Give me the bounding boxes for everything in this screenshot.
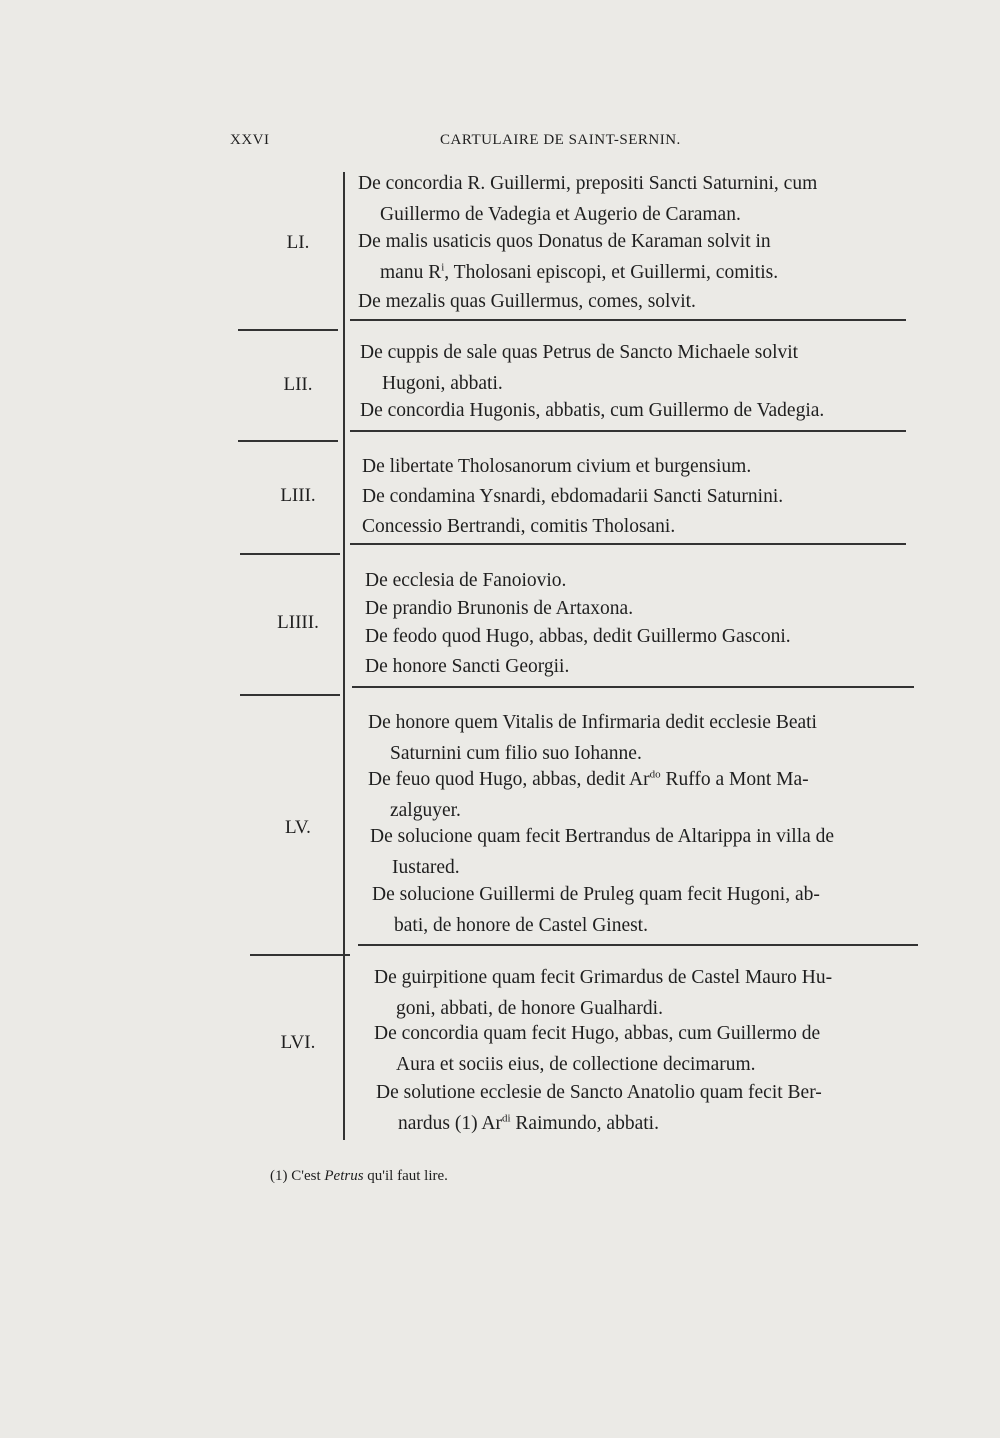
entry-continuation-part: nardus (1) Ar: [398, 1113, 502, 1134]
entry: [368, 707, 817, 769]
entry-text: De libertate Tholosanorum civium et burgensium.: [362, 456, 752, 477]
entry-text: De honore Sancti Georgii.: [365, 656, 570, 677]
column-rule: [343, 172, 345, 1140]
section-separator: [350, 543, 906, 545]
entry: [360, 395, 824, 426]
footnote: [270, 1168, 448, 1185]
section-separator: [352, 686, 914, 688]
entry: [365, 651, 569, 682]
entry-continuation-part: , Tholosani episcopi, et Guillermi, comitis.: [444, 262, 779, 283]
entry: [365, 593, 633, 624]
entry-text: De condamina Ysnardi, ebdomadarii Sancti Saturnini.: [362, 486, 784, 507]
entry-continuation-part: Raimundo, abbati.: [510, 1113, 659, 1134]
entry-text: De honore quem Vitalis de Infirmaria dedit ecclesie Beati: [368, 712, 817, 733]
entry-text: De guirpitione quam fecit Grimardus de Castel Mauro Hu-: [374, 967, 833, 988]
entry: [374, 1018, 820, 1080]
section-separator: [238, 329, 338, 331]
entry-text: De cuppis de sale quas Petrus de Sancto Michaele solvit: [360, 342, 799, 363]
page-number: XXVI: [230, 132, 270, 148]
footnote-text: qu'il faut lire.: [363, 1168, 448, 1184]
entry: [365, 565, 566, 596]
entry-continuation: Iustared.: [392, 857, 460, 878]
footnote-marker: (1) C'est: [270, 1168, 325, 1184]
entry-continuation-part: manu R: [380, 262, 442, 283]
entry-text: De prandio Brunonis de Artaxona.: [365, 598, 634, 619]
entry-text: De solucione Guillermi de Pruleg quam fecit Hugoni, ab-: [372, 884, 820, 905]
footnote-emphasis: Petrus: [324, 1168, 364, 1184]
section-separator: [240, 694, 340, 696]
entry: [365, 621, 791, 652]
entry-text: Concessio Bertrandi, comitis Tholosani.: [362, 516, 676, 537]
entry-continuation: [358, 257, 778, 288]
entry-continuation: Hugoni, abbati.: [382, 373, 503, 394]
entry-text: De ecclesia de Fanoiovio.: [365, 570, 567, 591]
entry: [362, 511, 675, 542]
section-numeral: LIII.: [280, 485, 316, 506]
entry-continuation: Guillermo de Vadegia et Augerio de Caraman.: [380, 204, 741, 225]
entry-text: De feodo quod Hugo, abbas, dedit Guillermo Gasconi.: [365, 626, 791, 647]
entry-text: De concordia R. Guillermi, prepositi Sancti Saturnini, cum: [358, 173, 818, 194]
entry: [358, 168, 817, 230]
section-separator: [240, 553, 340, 555]
section-numeral: LI.: [286, 232, 310, 253]
entry-text-part: De feuo quod Hugo, abbas, dedit Ar: [368, 769, 650, 790]
entry-continuation: Saturnini cum filio suo Iohanne.: [390, 743, 642, 764]
entry-text-part: Ruffo a Mont Ma-: [660, 769, 809, 790]
entry-continuation: goni, abbati, de honore Gualhardi.: [396, 998, 663, 1019]
entry-continuation: bati, de honore de Castel Ginest.: [394, 915, 648, 936]
running-head: CARTULAIRE DE SAINT-SERNIN.: [440, 132, 681, 148]
section-separator: [250, 954, 350, 956]
entry: [370, 821, 834, 883]
entry-text: De solutione ecclesie de Sancto Anatolio quam fecit Ber-: [376, 1082, 822, 1103]
section-numeral: LVI.: [280, 1032, 316, 1053]
section-separator: [238, 440, 338, 442]
entry-continuation: [376, 1108, 822, 1139]
entry: [372, 879, 820, 941]
superscript: i: [441, 261, 445, 274]
entry-text: De concordia quam fecit Hugo, abbas, cum Guillermo de: [374, 1023, 821, 1044]
entry: [362, 481, 783, 512]
entry-text: De mezalis quas Guillermus, comes, solvit.: [358, 291, 696, 312]
superscript: di: [501, 1112, 511, 1125]
entry: [376, 1077, 822, 1139]
section-numeral: LIIII.: [277, 612, 319, 633]
section-numeral: LII.: [283, 374, 313, 395]
superscript: do: [649, 768, 661, 781]
entry: [360, 337, 798, 399]
entry: [358, 286, 696, 317]
page-header: [230, 132, 910, 158]
entry: [368, 764, 809, 826]
section-separator: [350, 319, 906, 321]
entry-continuation: zalguyer.: [390, 800, 461, 821]
entry: [362, 451, 751, 482]
entry: [374, 962, 832, 1024]
section-separator: [350, 430, 906, 432]
section-separator: [358, 944, 918, 946]
entry-text: [368, 769, 809, 790]
section-numeral: LV.: [285, 817, 311, 838]
entry-text: De solucione quam fecit Bertrandus de Altarippa in villa de: [370, 826, 835, 847]
entry-text: De malis usaticis quos Donatus de Karaman solvit in: [358, 231, 771, 252]
entry-continuation: Aura et sociis eius, de collectione decimarum.: [396, 1054, 756, 1075]
entry-text: De concordia Hugonis, abbatis, cum Guillermo de Vadegia.: [360, 400, 825, 421]
entry: [358, 226, 778, 288]
